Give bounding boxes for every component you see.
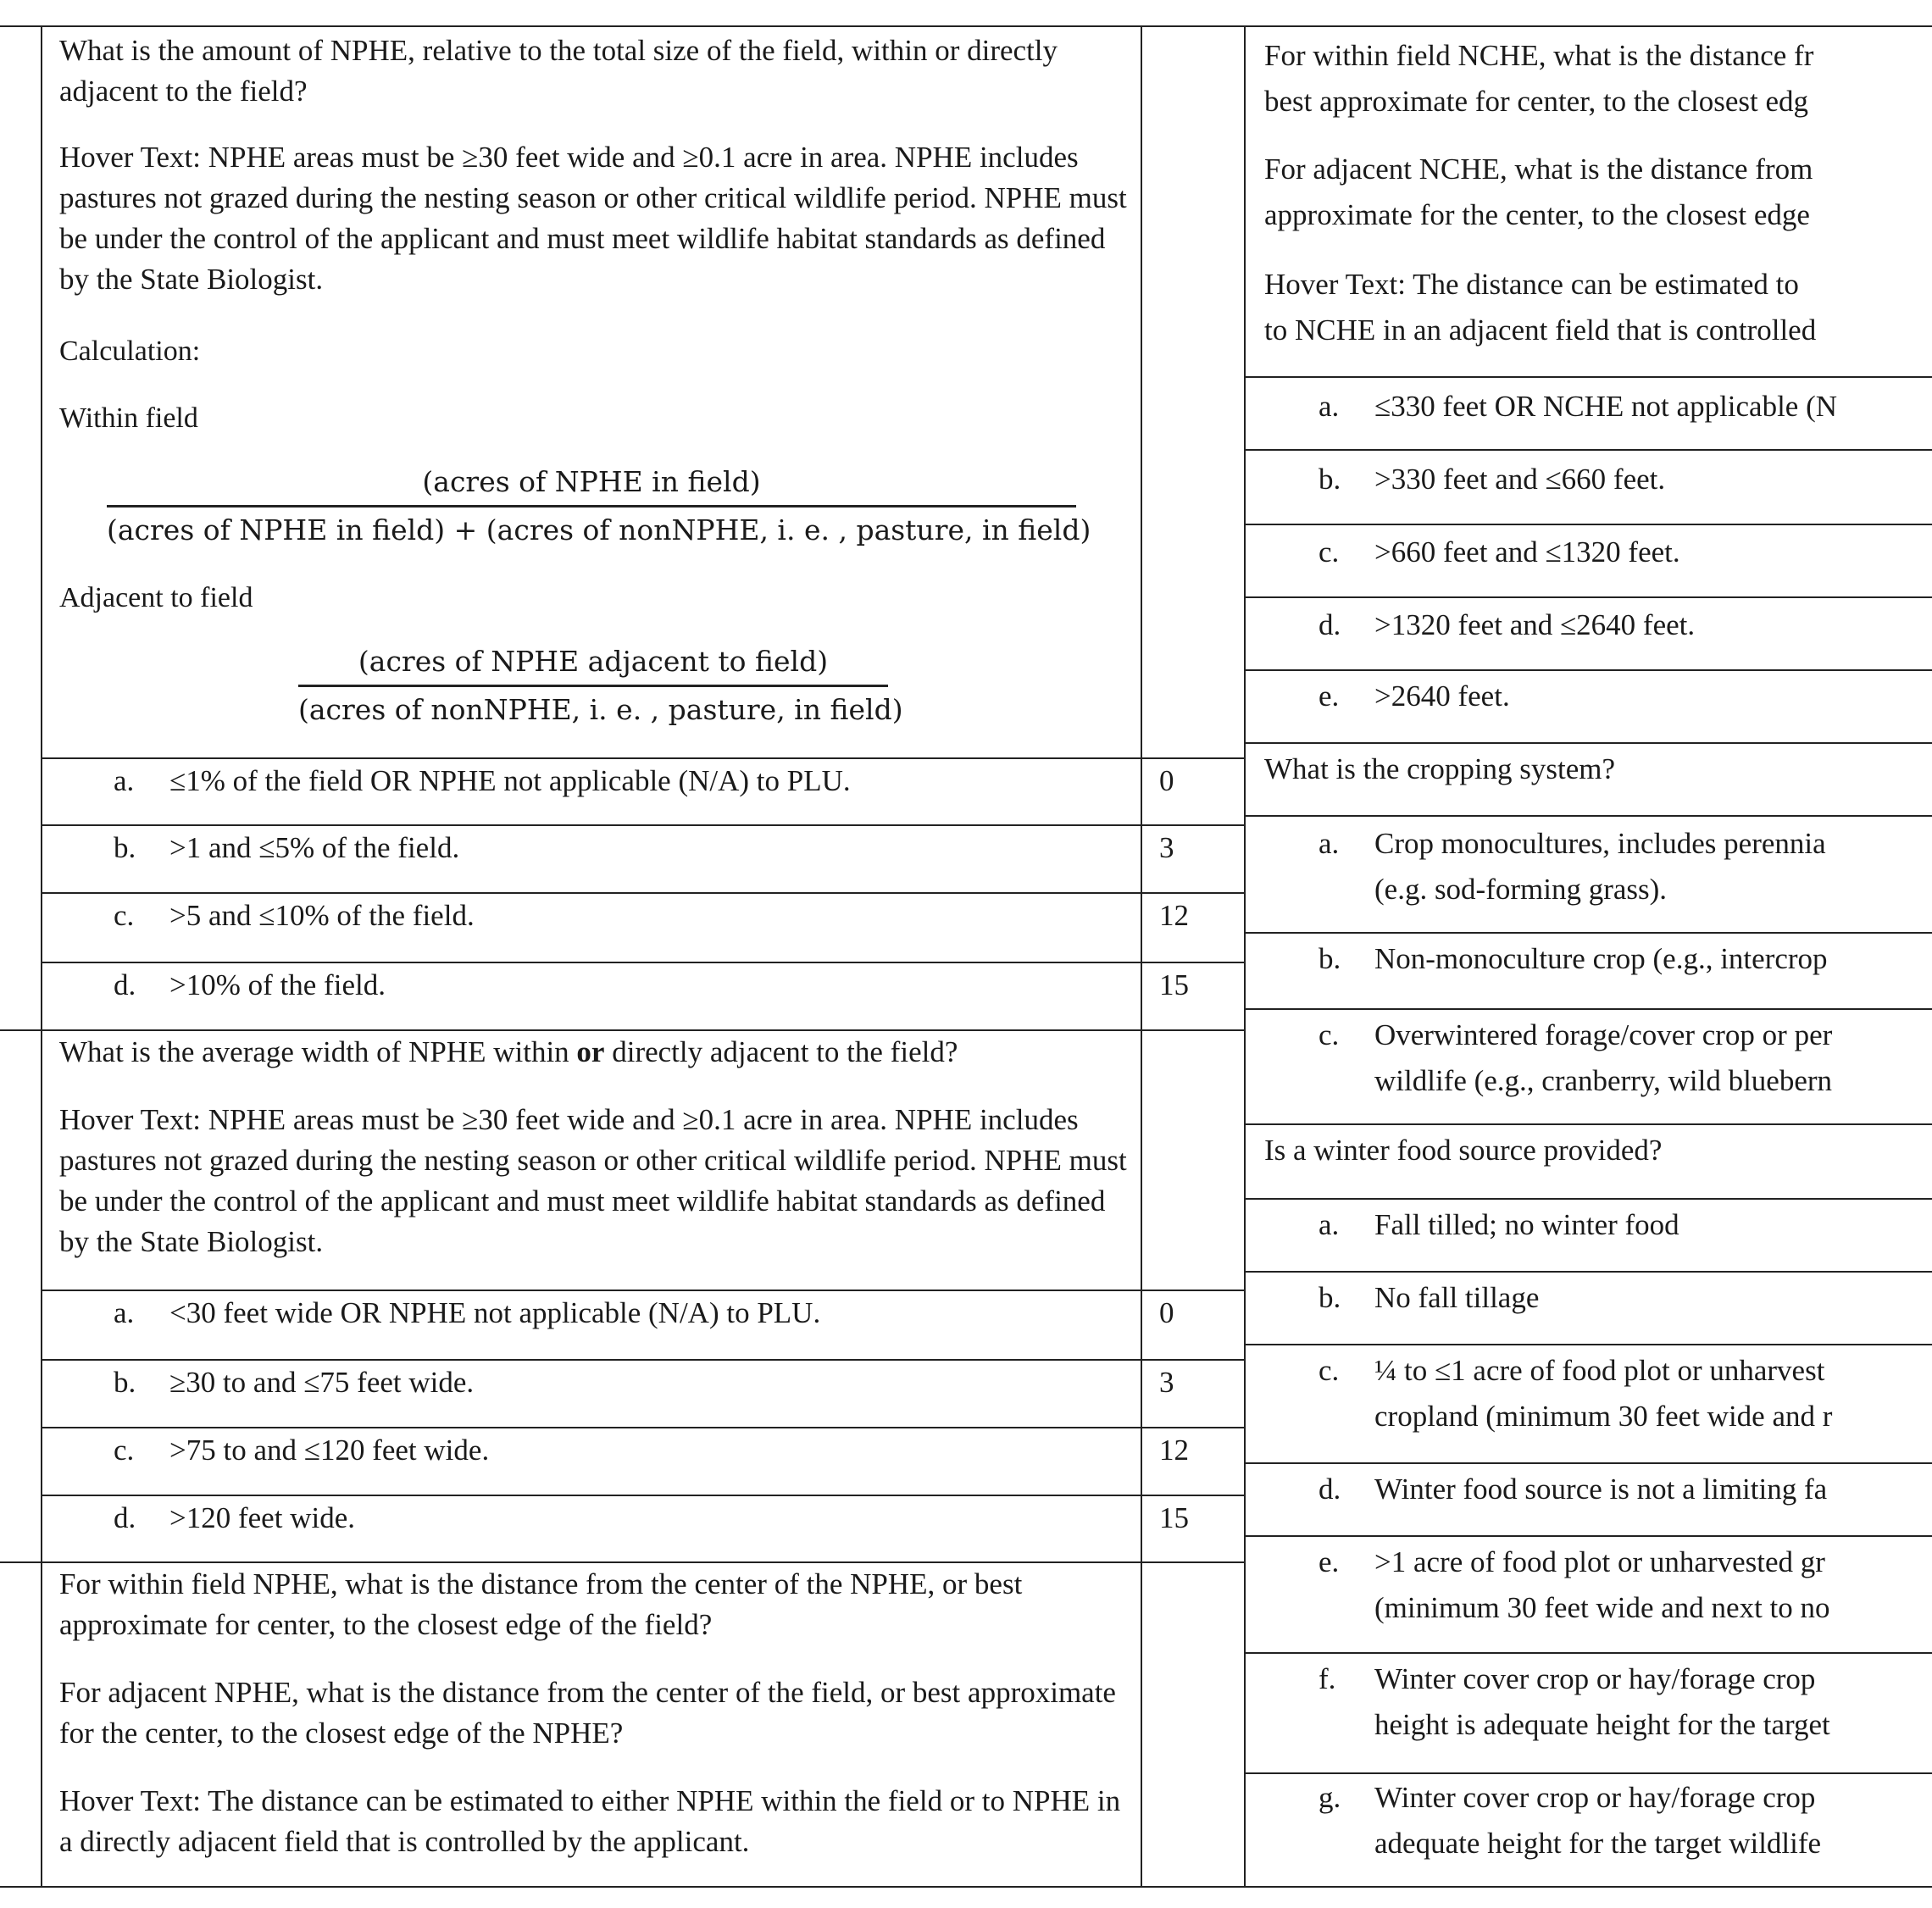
nche-distance-question-adjacent-line2: approximate for the center, to the closest edge	[1264, 198, 1810, 231]
option-row: d. >120 feet wide.	[114, 1501, 355, 1534]
option-points: 3	[1159, 831, 1174, 864]
nphe-amount-hover-text: Hover Text: NPHE areas must be ≥30 feet wide and ≥0.1 acre in area. NPHE includes pastures not grazed during the nesting season or other critical wildlife period. NPHE must be under the control of the applicant and must meet wildlife habitat standards as defined by the State Biologist.	[59, 141, 1127, 296]
option-points: 0	[1159, 764, 1174, 797]
option-points: 12	[1159, 1434, 1189, 1467]
option-row: d. Winter food source is not a limiting fa	[1319, 1473, 1828, 1506]
option-row: a. <30 feet wide OR NPHE not applicable (N/A) to PLU.	[114, 1296, 821, 1329]
nphe-distance-question-adjacent: For adjacent NPHE, what is the distance from the center of the field, or best approximate for the center, to the closest edge of the NPHE?	[59, 1676, 1116, 1750]
formula-denominator: (acres of NPHE in field) + (acres of nonNPHE, i. e. , pasture, in field)	[107, 513, 1091, 546]
option-points: 15	[1159, 1501, 1189, 1534]
within-field-formula	[107, 463, 1091, 550]
calculation-label: Calculation:	[59, 336, 201, 367]
nphe-amount-question: What is the amount of NPHE, relative to the total size of the field, within or directly adjacent to the field?	[59, 34, 1058, 108]
right-column-clipped	[1246, 25, 1932, 1886]
adjacent-field-formula	[298, 642, 903, 729]
option-row: e. >2640 feet.	[1319, 679, 1510, 713]
nphe-distance-hover-text: Hover Text: The distance can be estimated to either NPHE within the field or to NPHE in a directly adjacent field that is controlled by the applicant.	[59, 1784, 1121, 1858]
option-row: c. >660 feet and ≤1320 feet.	[1319, 535, 1680, 569]
option-row: a. ≤1% of the field OR NPHE not applicable (N/A) to PLU.	[114, 764, 851, 797]
points-column-divider	[1141, 25, 1142, 1888]
cropping-system-question: What is the cropping system?	[1264, 752, 1616, 785]
adjacent-field-label: Adjacent to field	[59, 582, 253, 613]
option-row-line2: adequate height for the target wildlife	[1374, 1827, 1822, 1860]
option-row: d. >10% of the field.	[114, 968, 386, 1001]
option-row: b. ≥30 to and ≤75 feet wide.	[114, 1366, 475, 1399]
winter-food-question: Is a winter food source provided?	[1264, 1134, 1663, 1167]
option-row-line2: cropland (minimum 30 feet wide and r	[1374, 1400, 1833, 1433]
nche-distance-hover-text-line2: to NCHE in an adjacent field that is controlled	[1264, 313, 1817, 347]
nphe-width-question: What is the average width of NPHE within or directly adjacent to the field?	[59, 1035, 958, 1068]
nche-distance-hover-text: Hover Text: The distance can be estimated to	[1264, 268, 1799, 301]
option-row: c. ¼ to ≤1 acre of food plot or unharvest	[1319, 1354, 1825, 1387]
option-row-line2: (minimum 30 feet wide and next to no	[1374, 1591, 1830, 1624]
option-row: c. Overwintered forage/cover crop or per	[1319, 1018, 1833, 1051]
option-row-line2: height is adequate height for the target	[1374, 1708, 1830, 1741]
table-bottom-border	[0, 1886, 1932, 1888]
option-row-line2: (e.g. sod-forming grass).	[1374, 873, 1668, 906]
option-row: e. >1 acre of food plot or unharvested gr	[1319, 1545, 1825, 1578]
left-column-divider	[41, 25, 42, 1888]
option-row: b. >1 and ≤5% of the field.	[114, 831, 460, 864]
formula-numerator: (acres of NPHE in field)	[422, 465, 761, 498]
option-row: g. Winter cover crop or hay/forage crop	[1319, 1781, 1816, 1814]
option-points: 12	[1159, 899, 1189, 932]
option-row: b. No fall tillage	[1319, 1281, 1540, 1314]
option-row-line2: wildlife (e.g., cranberry, wild bluebern	[1374, 1064, 1833, 1097]
option-row: b. >330 feet and ≤660 feet.	[1319, 463, 1666, 496]
option-points: 3	[1159, 1366, 1174, 1399]
option-row: a. ≤330 feet OR NCHE not applicable (N	[1319, 390, 1838, 423]
option-row: b. Non-monoculture crop (e.g., intercrop	[1319, 942, 1828, 975]
option-row: c. >5 and ≤10% of the field.	[114, 899, 475, 932]
option-row: f. Winter cover crop or hay/forage crop	[1319, 1662, 1816, 1695]
option-points: 15	[1159, 968, 1189, 1001]
option-row: c. >75 to and ≤120 feet wide.	[114, 1434, 490, 1467]
fraction-bar	[107, 505, 1076, 508]
nphe-width-hover-text: Hover Text: NPHE areas must be ≥30 feet wide and ≥0.1 acre in area. NPHE includes pastures not grazed during the nesting season or other critical wildlife period. NPHE must be under the control of the applicant and must meet wildlife habitat standards as defined by the State Biologist.	[59, 1103, 1127, 1258]
section-divider	[0, 1561, 1244, 1563]
section-divider	[0, 1029, 1244, 1031]
nche-distance-question-within: For within field NCHE, what is the distance fr	[1264, 39, 1814, 72]
formula-denominator: (acres of nonNPHE, i. e. , pasture, in field)	[298, 693, 903, 726]
nche-distance-question-adjacent: For adjacent NCHE, what is the distance from	[1264, 153, 1813, 186]
within-field-label: Within field	[59, 402, 198, 434]
fraction-bar	[298, 685, 888, 687]
option-row: a. Fall tilled; no winter food	[1319, 1208, 1679, 1241]
option-row: a. Crop monocultures, includes perennia	[1319, 827, 1826, 860]
nphe-distance-question-within: For within field NPHE, what is the distance from the center of the NPHE, or best approximate for center, to the closest edge of the field?	[59, 1567, 1023, 1641]
formula-numerator: (acres of NPHE adjacent to field)	[358, 645, 829, 678]
nche-distance-question-within-line2: best approximate for center, to the closest edg	[1264, 85, 1808, 118]
option-row: d. >1320 feet and ≤2640 feet.	[1319, 608, 1696, 641]
option-points: 0	[1159, 1296, 1174, 1329]
